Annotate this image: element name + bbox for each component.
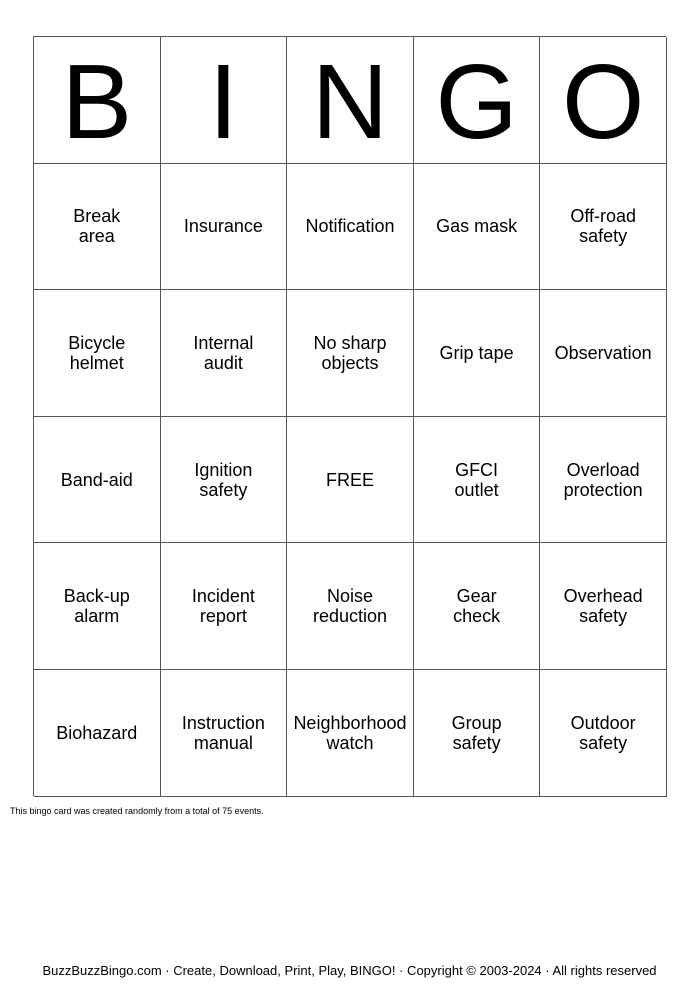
square-label: Observation bbox=[554, 342, 652, 363]
header-letter-g: G bbox=[414, 37, 541, 164]
square-label: Grip tape bbox=[439, 342, 514, 363]
free-square-label: FREE bbox=[325, 469, 374, 490]
bingo-square bbox=[287, 670, 414, 797]
bingo-row-5 bbox=[34, 670, 666, 797]
square-label: Off-road safety bbox=[570, 206, 637, 247]
square-label: Bicycle helmet bbox=[68, 332, 126, 373]
square-label: Back-up alarm bbox=[63, 586, 130, 627]
bingo-header-row bbox=[34, 37, 666, 164]
square-label: Overhead safety bbox=[563, 586, 643, 627]
site-footer: BuzzBuzzBingo.com · Create, Download, Print, Play, BINGO! · Copyright © 2003-2024 · All rights reserved bbox=[42, 963, 657, 978]
bingo-square bbox=[540, 290, 667, 417]
bingo-square bbox=[161, 543, 288, 670]
bingo-square bbox=[34, 670, 161, 797]
square-label: Neighborhood watch bbox=[293, 712, 407, 753]
header-letter-n: N bbox=[287, 37, 414, 164]
bingo-square bbox=[414, 543, 541, 670]
square-label: Gear check bbox=[453, 586, 501, 627]
square-label: Internal audit bbox=[193, 332, 254, 373]
bingo-square bbox=[287, 543, 414, 670]
free-square bbox=[287, 417, 414, 544]
bingo-square bbox=[161, 164, 288, 291]
square-label: No sharp objects bbox=[313, 332, 387, 373]
bingo-square bbox=[540, 164, 667, 291]
bingo-square bbox=[161, 290, 288, 417]
square-label: Incident report bbox=[191, 586, 255, 627]
bingo-square bbox=[287, 290, 414, 417]
square-label: Notification bbox=[305, 216, 395, 237]
square-label: Biohazard bbox=[56, 722, 138, 743]
bingo-square bbox=[414, 670, 541, 797]
square-label: GFCI outlet bbox=[454, 459, 499, 500]
bingo-square bbox=[34, 164, 161, 291]
square-label: Break area bbox=[73, 206, 121, 247]
square-label: Instruction manual bbox=[181, 712, 265, 753]
square-label: Band-aid bbox=[60, 469, 133, 490]
bingo-square bbox=[540, 670, 667, 797]
bingo-square bbox=[161, 670, 288, 797]
square-label: Ignition safety bbox=[194, 459, 253, 500]
bingo-square bbox=[161, 417, 288, 544]
square-label: Insurance bbox=[183, 216, 263, 237]
header-letter-o: O bbox=[540, 37, 667, 164]
header-letter-b: B bbox=[34, 37, 161, 164]
bingo-square bbox=[414, 164, 541, 291]
square-label: Outdoor safety bbox=[570, 712, 636, 753]
square-label: Overload protection bbox=[563, 459, 643, 500]
header-letter-i: I bbox=[161, 37, 288, 164]
square-label: Gas mask bbox=[436, 216, 518, 237]
bingo-square bbox=[414, 417, 541, 544]
bingo-row-3 bbox=[34, 417, 666, 544]
square-label: Noise reduction bbox=[312, 586, 388, 627]
bingo-square bbox=[34, 417, 161, 544]
card-footnote: This bingo card was created randomly from a total of 75 events. bbox=[10, 806, 264, 816]
bingo-square bbox=[287, 164, 414, 291]
square-label: Group safety bbox=[451, 712, 502, 753]
bingo-row-4 bbox=[34, 543, 666, 670]
bingo-square bbox=[34, 543, 161, 670]
bingo-square bbox=[414, 290, 541, 417]
bingo-row-1 bbox=[34, 164, 666, 291]
bingo-square bbox=[34, 290, 161, 417]
bingo-card bbox=[33, 36, 666, 796]
bingo-square bbox=[540, 417, 667, 544]
bingo-row-2 bbox=[34, 290, 666, 417]
bingo-square bbox=[540, 543, 667, 670]
